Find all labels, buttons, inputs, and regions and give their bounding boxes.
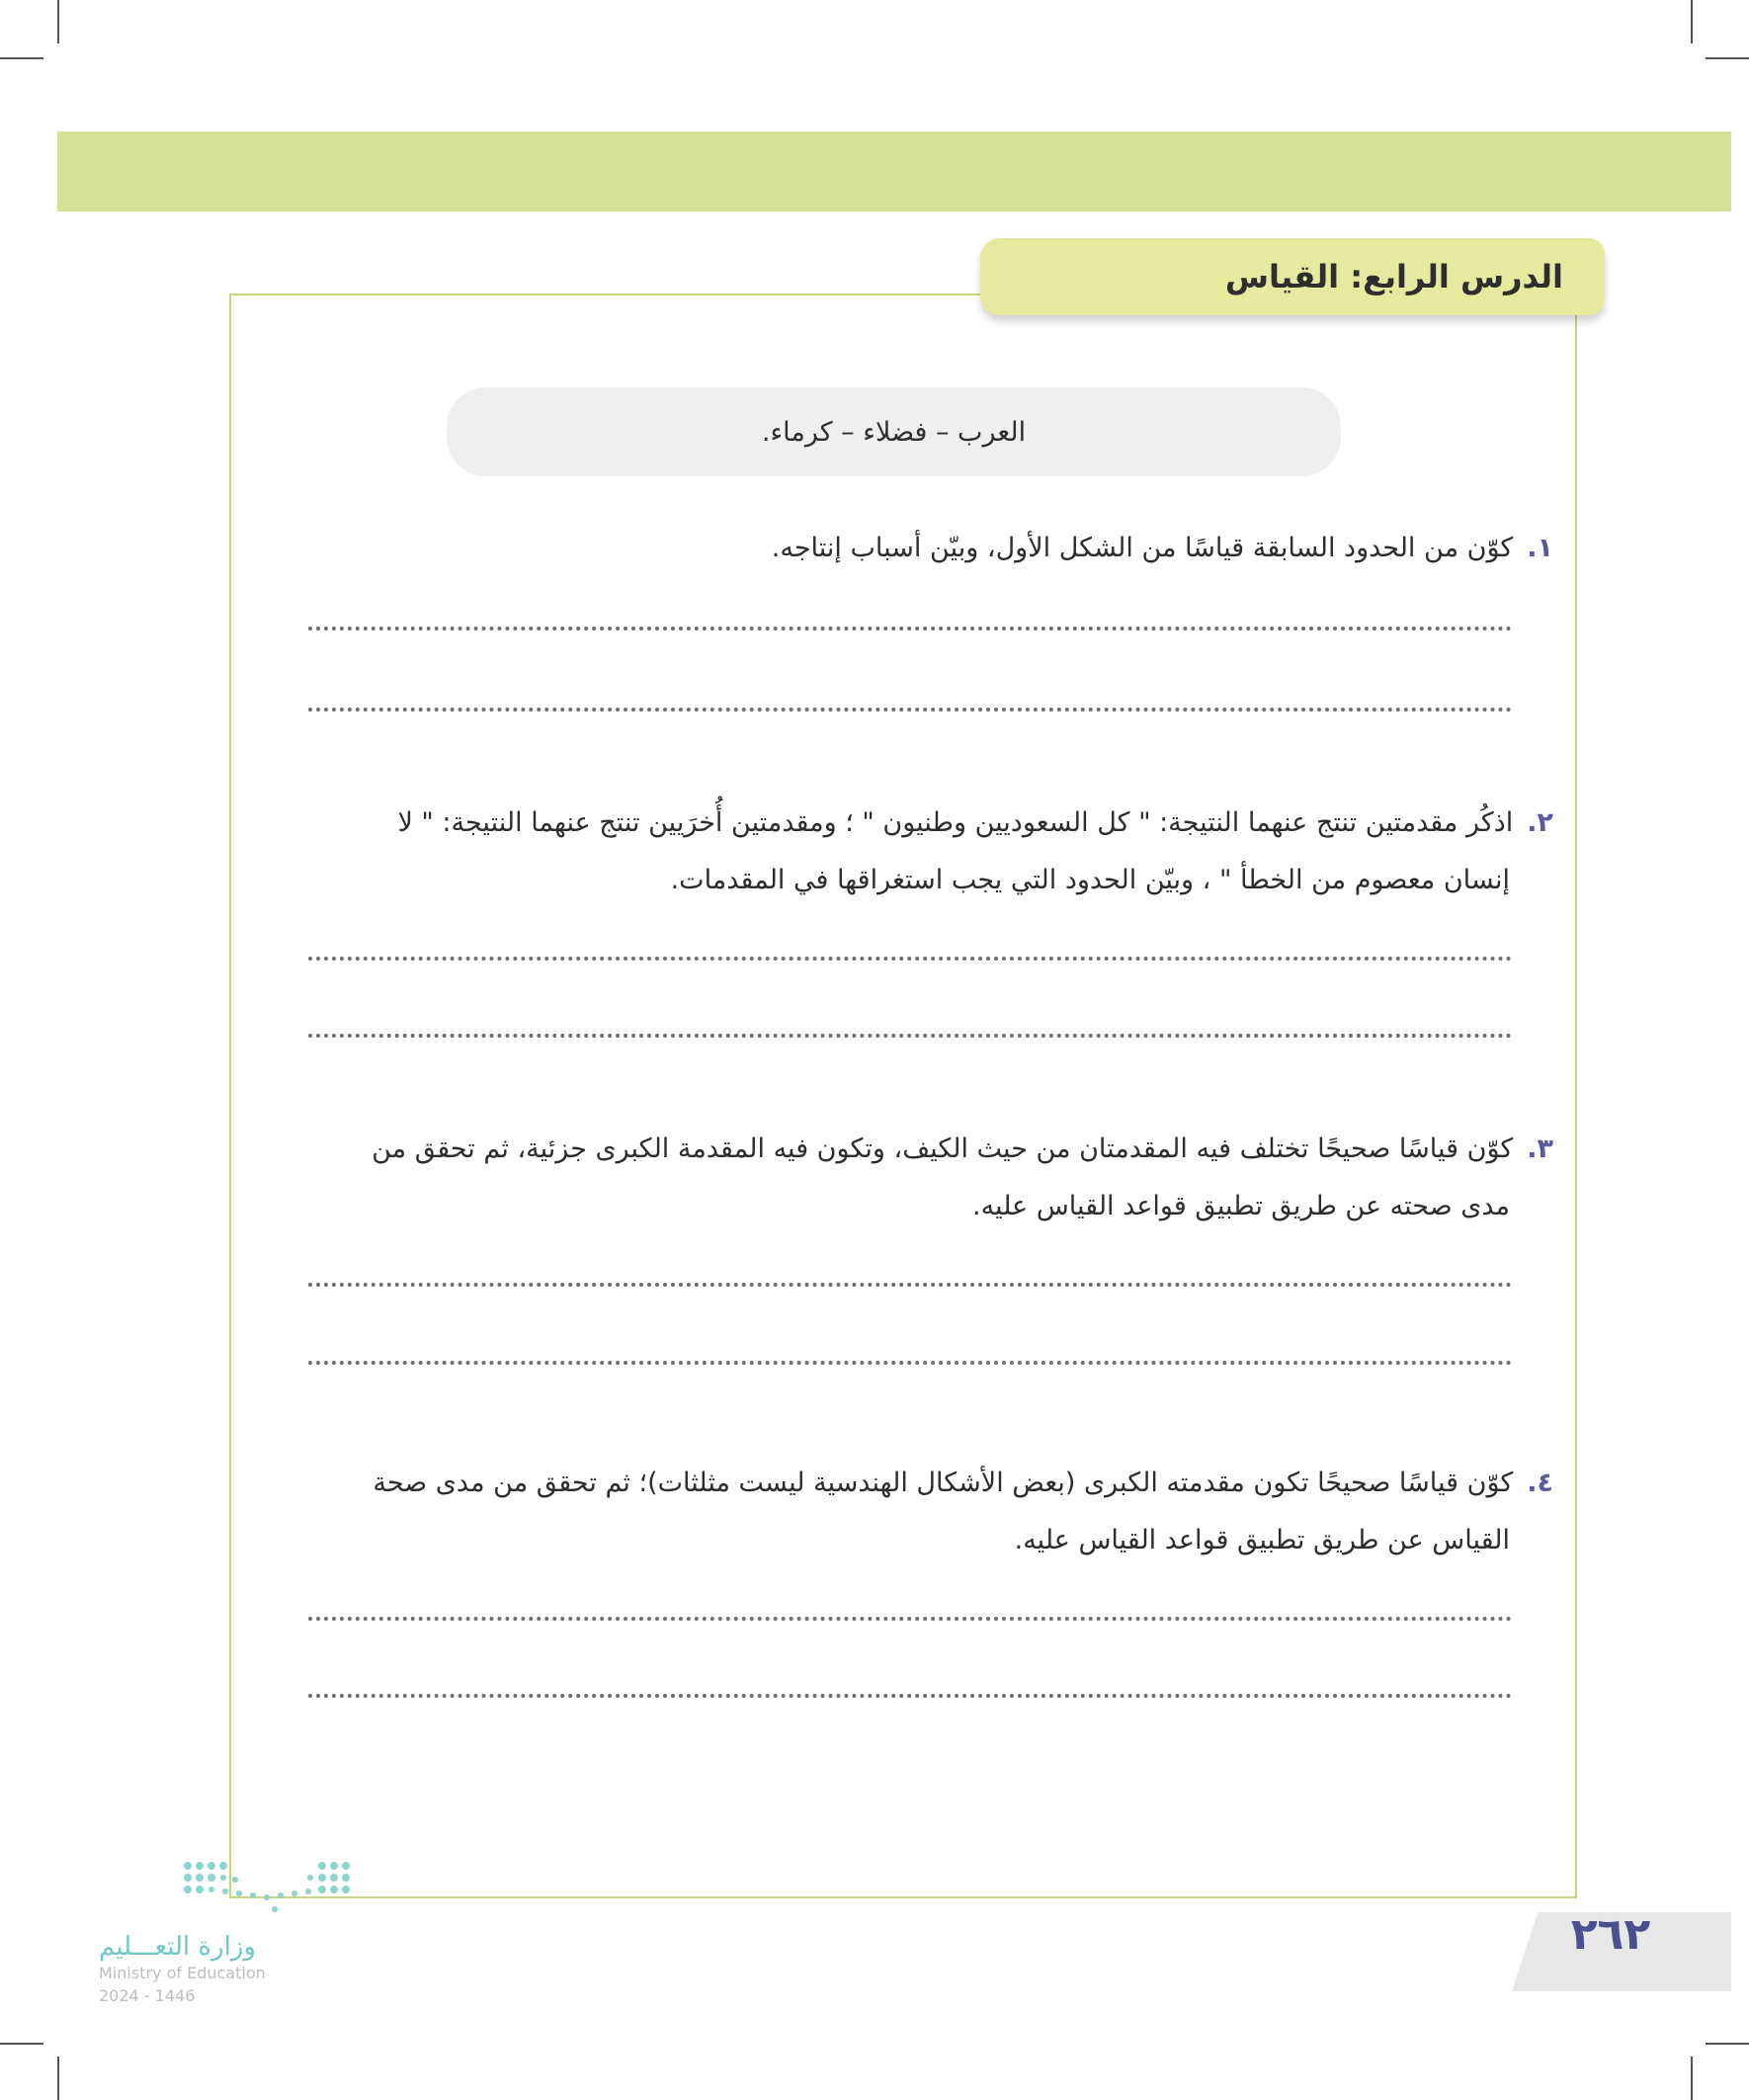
question-number: ٢. [1527,807,1553,838]
header-band [57,131,1731,211]
crop-mark [1691,2057,1693,2100]
ministry-logo-icon [180,1860,358,1919]
crop-mark [1706,2043,1749,2045]
answer-line[interactable] [308,1361,1512,1365]
question-number: ٤. [1527,1468,1553,1498]
question-4 [287,1455,1553,1569]
question-text: مدى صحته عن طريق تطبيق قواعد القياس عليه. [972,1191,1510,1221]
question-number: ١. [1527,533,1553,563]
crop-mark [57,0,59,43]
answer-line[interactable] [308,957,1512,961]
question-2 [287,795,1553,909]
answer-line[interactable] [308,1283,1512,1287]
question-text: كوّن من الحدود السابقة قياسًا من الشكل الأول، وبيّن أسباب إنتاجه. [771,533,1514,563]
ministry-label [99,1932,277,2005]
page-number: ٢٦٢ [1570,1909,1651,1960]
terms-text: العرب – فضلاء – كرماء. [761,416,1027,448]
crop-mark [1706,57,1749,59]
answer-line[interactable] [308,1617,1512,1621]
question-text: كوّن قياسًا صحيحًا تكون مقدمته الكبرى (بعض الأشكال الهندسية ليست مثلثات)؛ ثم تحقق من مدى صحة [373,1468,1514,1498]
crop-mark [0,2043,43,2045]
answer-line[interactable] [308,708,1512,712]
question-number: ٣. [1527,1134,1553,1164]
lesson-title-tab [980,238,1605,315]
answer-line[interactable] [308,627,1512,630]
ministry-arabic: وزارة التعـــليم [99,1932,256,1962]
answer-line[interactable] [308,1034,1512,1038]
crop-mark [57,2057,59,2100]
crop-mark [0,57,43,59]
crop-mark [1691,0,1693,43]
question-text: كوّن قياسًا صحيحًا تختلف فيه المقدمتان من حيث الكيف، وتكون فيه المقدمة الكبرى جزئية، ثم تحقق من [372,1134,1514,1164]
question-text: اذكُر مقدمتين تنتج عنهما النتيجة: " كل السعوديين وطنيون " ؛ ومقدمتين أُخرَيين تنتج عنهما النتيجة: " لا [397,807,1514,838]
ministry-english: Ministry of Education [99,1964,266,1982]
ministry-year: 2024 - 1446 [99,1986,196,2005]
question-text: القياس عن طريق تطبيق قواعد القياس عليه. [1014,1525,1510,1555]
terms-box [447,387,1341,476]
lesson-title: الدرس الرابع: القياس [1224,258,1563,295]
question-3 [287,1121,1553,1235]
question-1 [287,520,1553,577]
answer-line[interactable] [308,1694,1512,1698]
question-text: إنسان معصوم من الخطأ " ، وبيّن الحدود التي يجب استغراقها في المقدمات. [670,865,1510,895]
